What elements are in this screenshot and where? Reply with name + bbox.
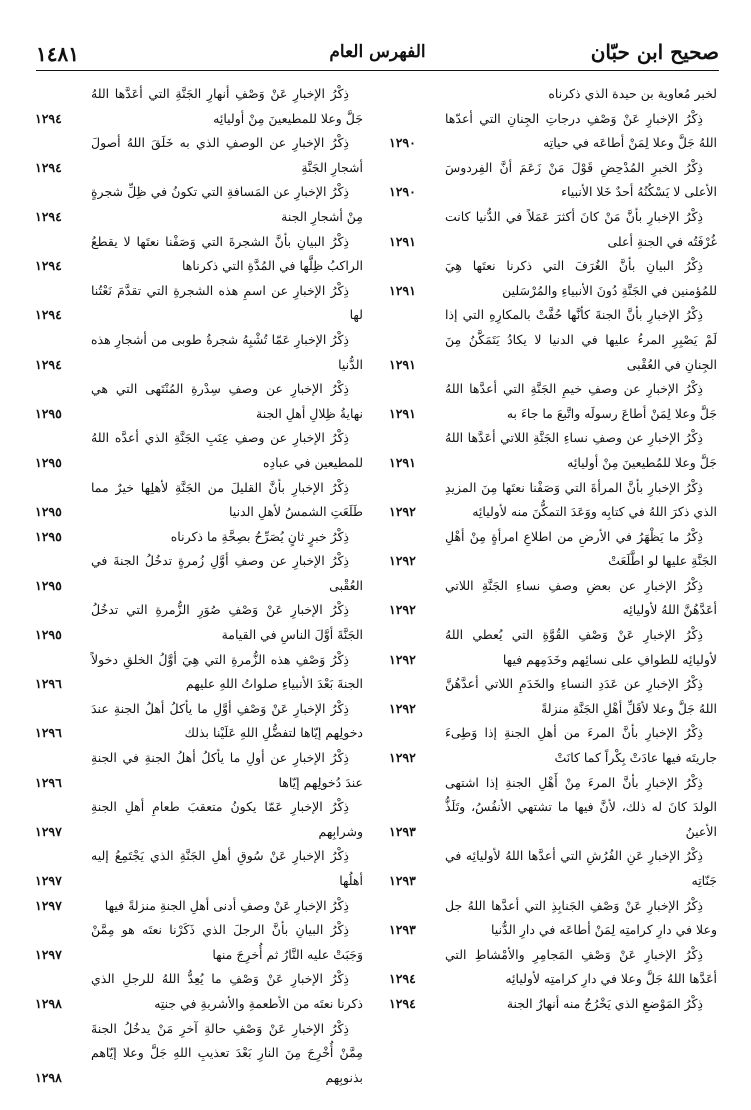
entry-title: ذِكْرُ الإخبارِ عَنْ وَصْفِ الجَنابِذِ التي أعدَّها اللهُ جل وعلا في دارِ كرامتِه لِمَنْ أطاعَه في دارِ الدُّنيا bbox=[445, 897, 717, 938]
entry-page-number: ١٢٩٤ bbox=[389, 971, 416, 987]
page-number: ١٤٨١ bbox=[36, 42, 79, 66]
entry-page-number: ١٢٩٥ bbox=[35, 577, 62, 593]
entry-page-number: ١٢٩٤ bbox=[389, 995, 416, 1011]
entry-title: ذِكْرُ الإخبارِ عَنْ وَصْفِ ما يُعِدُّ اللهُ للرجلِ الذي ذكرنا نعتَه من الأطعمةِ والأشربةِ في جنتِه bbox=[91, 971, 363, 1011]
index-entry bbox=[35, 549, 365, 598]
index-entry bbox=[389, 844, 719, 893]
index-entry bbox=[389, 672, 719, 721]
index-entry bbox=[389, 894, 719, 943]
entry-page-number: ١٢٩٧ bbox=[35, 823, 62, 839]
entry-title: ذِكْرُ الإخبارِ بأنَّ مَنْ كانَ أكثرَ عَمَلاً في الدُّنيا كانت غُرْفَتُه في الجنةِ أعلى bbox=[445, 208, 717, 249]
index-entry bbox=[35, 648, 365, 697]
index-entry bbox=[35, 598, 365, 647]
index-entry bbox=[389, 205, 719, 254]
entry-title: ذِكْرُ ما يَظْهَرُ في الأرضِ من اطلاعِ امرأةٍ مِنْ أهْلِ الجَنَّةِ عليها لو اطَّلَعَتْ bbox=[445, 528, 717, 569]
index-entry bbox=[389, 574, 719, 623]
index-entry bbox=[35, 328, 365, 377]
entry-title: ذِكْرُ الإخبارِ بأنَّ القليلَ من الجَنَّةِ لأهلِها خيرٌ مما طَلَعَتِ الشمسُ لأهلِ الدنيا bbox=[91, 479, 363, 520]
header-divider bbox=[36, 70, 719, 71]
entry-title: ذِكْرُ الإخبارِ عن الوصفِ الذي به خَلَقَ اللهُ أصولَ أشجارِ الجَنَّةِ bbox=[91, 135, 363, 175]
entry-page-number: ١٢٩١ bbox=[389, 454, 416, 470]
entry-title: ذِكْرُ الإخبارِ عَمّا يكونُ متعقبَ طعامِ أهلِ الجنةِ وشرابِهم bbox=[91, 799, 363, 839]
entry-title: ذِكْرُ المَوْضعِ الذي يَخْرُجُ منه أنهارُ الجنة bbox=[506, 995, 703, 1011]
index-entry bbox=[389, 107, 719, 156]
index-entry bbox=[389, 303, 719, 377]
index-entry bbox=[389, 426, 719, 475]
book-title: صحيح ابن حبّان bbox=[590, 40, 719, 64]
entry-page-number: ١٢٩٣ bbox=[389, 873, 416, 888]
entry-page-number: ١٢٩٧ bbox=[35, 873, 62, 888]
entry-page-number: ١٢٩٨ bbox=[35, 1069, 62, 1085]
entry-page-number: ١٢٩٥ bbox=[35, 528, 62, 544]
index-entry bbox=[389, 377, 719, 426]
index-entry bbox=[35, 476, 365, 525]
entry-title: ذِكْرُ الإخبارِ بأنَّ المرءَ مِنْ أَهْلِ الجنةِ إذا اشتهى الولدَ كانَ له ذلك، لأنَّ فيها ما تشتهي الأنفُسُ، وتَلَذُّ الأعينُ bbox=[445, 774, 717, 839]
index-entry bbox=[389, 525, 719, 574]
entry-page-number: ١٢٩٠ bbox=[389, 184, 416, 200]
entry-title: ذِكْرُ الإخبارِ عَنْ وصفِ أدنى أهلِ الجنةِ منزلةً فيها bbox=[104, 897, 349, 913]
entry-title: لخبر مُعاوية بن حيدة الذي ذكرناه bbox=[548, 86, 717, 101]
index-entry bbox=[389, 476, 719, 525]
index-entry bbox=[389, 992, 719, 1017]
entry-page-number: ١٢٩٤ bbox=[35, 307, 62, 323]
index-entry bbox=[35, 697, 365, 746]
entry-title: ذِكْرُ الإخبارِ عن وصفِ عِنَبِ الجَنَّةِ الذي أعدَّه اللهُ للمطيعين في عبادِه bbox=[91, 430, 363, 470]
entry-page-number: ١٢٩٥ bbox=[35, 454, 62, 470]
index-entry bbox=[35, 131, 365, 180]
entry-title: ذِكْرُ الإخبارِ بأنَّ المرأةَ التي وَصَفْنا نعتَها مِنَ المزيدِ الذي ذكرَ اللهُ في كتابِه ووَعَدَ التمكُّنَ منه لأوليائِه bbox=[445, 479, 717, 520]
entry-title: ذِكْرُ البيانِ بأنَّ الشجرةَ التي وَصَفْنا نعتَها لا يقطعُ الراكبُ ظِلَّها في المُدَّةِ التي ذكرناها bbox=[91, 233, 363, 274]
index-entry bbox=[35, 746, 365, 795]
index-entry bbox=[35, 180, 365, 229]
entry-page-number: ١٢٩٤ bbox=[35, 356, 62, 372]
entry-page-number: ١٢٩٤ bbox=[35, 159, 62, 175]
entry-title: ذِكْرُ الإخبارِ بأنَّ المرءَ من أهلِ الجنةِ إذا وَطِىءَ جاريتَه فيها عادَتْ بِكْراً كما كانَتْ bbox=[445, 725, 717, 766]
index-entry bbox=[35, 82, 365, 131]
entry-title: ذِكْرُ الإخبارِ عَنْ سُوقِ أهلِ الجَنَّةِ الذي يَجْتَمِعُ إليه أهلُها bbox=[91, 848, 363, 888]
entry-page-number: ١٢٩٠ bbox=[389, 135, 416, 151]
index-entry bbox=[35, 1017, 365, 1091]
entry-title: ذِكْرُ الإخبارِ عن اسمِ هذه الشجرةِ التي تقدَّمَ نَعْتُنا لها bbox=[91, 282, 363, 323]
index-entry bbox=[35, 844, 365, 893]
entry-title: ذِكْرُ الإخبارِ عن أولِ ما يأكلُ أهلُ الجنةِ في الجنةِ عندَ دُخولِهم إيّاها bbox=[91, 750, 363, 790]
entry-title: ذِكْرُ الإخبارِ بأنَّ الجنةَ كأنَّها حُفَّتْ بالمكارِهِ التي إذا لَمْ يَصْبِرِ المرءُ عليها في الدنيا لا يكادُ يَتَمَكَّنُ مِنَ الجِنانِ في العُقْبى bbox=[445, 307, 717, 372]
index-entry bbox=[35, 230, 365, 279]
entry-page-number: ١٢٩٧ bbox=[35, 897, 62, 913]
entry-title: ذِكْرُ الإخبارِ عَنْ وَصْفِ أوَّلِ ما يأكلُ أهلُ الجنةِ عندَ دخولِهم إيّاها لتفضُّلِ اللهِ عَلَيْنا بذلك bbox=[91, 700, 363, 741]
entry-page-number: ١٢٩٤ bbox=[35, 110, 62, 126]
entry-page-number: ١٢٩٦ bbox=[35, 725, 62, 741]
entry-page-number: ١٢٩٢ bbox=[389, 651, 416, 667]
index-entry bbox=[389, 254, 719, 303]
index-entry bbox=[35, 894, 365, 919]
entry-title: ذِكْرُ الإخبارِ عن وصفِ خيمِ الجَنَّةِ التي أعدَّها اللهُ جَلَّ وعلا لِمَنْ أطاعَ رسولَه واتَّبعَ ما جاءَ به bbox=[445, 381, 717, 421]
section-title: الفهرس العام bbox=[329, 42, 426, 62]
entry-page-number: ١٢٩٤ bbox=[35, 258, 62, 274]
page-header bbox=[36, 36, 719, 70]
entry-page-number: ١٢٩١ bbox=[389, 282, 416, 298]
entry-page-number: ١٢٩٢ bbox=[389, 504, 416, 520]
index-column-left bbox=[35, 82, 365, 1090]
index-entry bbox=[35, 525, 365, 550]
entry-page-number: ١٢٩٣ bbox=[389, 922, 416, 938]
entry-title: ذِكْرُ وَصْفِ هذه الزُّمرةِ التي هِيَ أوَّلُ الخلقِ دخولاً الجنةَ بَعْدَ الأنبياءِ صلواتُ اللهِ عليهم bbox=[91, 651, 363, 692]
entry-page-number: ١٢٩٥ bbox=[35, 504, 62, 520]
entry-title: ذِكْرُ الإخبارِ عَنْ وَصْفِ القُوَّةِ التي يُعطي اللهُ لأوليائِه للطوافِ على نسائِهم وخَدَمِهم فيها bbox=[445, 627, 717, 667]
entry-title: ذِكْرُ الإخبارِ عَنْ وَصْفِ درجاتِ الجِنانِ التي أعدّها اللهُ جَلَّ وعلا لِمَنْ أطاعَه في حياتِه bbox=[445, 110, 717, 151]
entry-title: ذِكْرُ الإخبارِ عَنْ وَصْفِ حالةِ آخرِ مَنْ يدخُلُ الجنةَ مِمَّنْ أُخْرِجَ مِنَ النارِ بَعْدَ تعذيبِ اللهِ جَلَّ وعلا إيّاهم بذنوبِهم bbox=[91, 1020, 363, 1085]
entry-title: ذِكْرُ الإخبارِ عَنْ وَصْفِ المَجامِرِ والأمْشاطِ التي أعَدَّها اللهُ جَلَّ وعلا في دارِ كرامتِه لأوليائِه bbox=[445, 946, 717, 987]
entry-page-number: ١٢٩٥ bbox=[35, 405, 62, 421]
entry-title: ذِكْرُ البيانِ بأنَّ الرجلَ الذي ذَكَرْنا نعتَه هو مِمَّنْ وَجَبَتْ عليه النَّارُ ثم أُخرِجَ منها bbox=[91, 922, 363, 962]
entry-title: ذِكْرُ الإخبارِ عَنْ وَصْفِ أنهارِ الجَنَّةِ التي أعَدَّها اللهُ جَلَّ وعلا للمطيعينَ مِنْ أوليائِه bbox=[91, 86, 363, 126]
entry-page-number: ١٢٩٨ bbox=[35, 995, 62, 1011]
entry-title: ذِكْرُ الخبرِ المُدْحِضِ قَوْلَ مَنْ زَعَمَ أنَّ الفِردوسَ الأعلى لا يَسْكُنُهُ أحدٌ خَلا الأنبياء bbox=[445, 159, 717, 200]
entry-title: ذِكْرُ الإخبارِ عن عَدَدِ النساءِ والخَدَمِ اللاتي أعدَّهُنَّ اللهُ جَلَّ وعلا لأقَلِّ أهْلِ الجَنَّةِ منزلةً bbox=[445, 676, 717, 716]
entry-title: ذِكْرُ الإخبارِ عن بعضِ وصفِ نساءِ الجَنَّةِ اللاتي أعَدَّهُنَّ اللهُ لأوليائِه bbox=[445, 577, 717, 618]
entry-page-number: ١٢٩١ bbox=[389, 233, 416, 249]
entry-page-number: ١٢٩٤ bbox=[35, 208, 62, 224]
entry-title: ذِكْرُ الإخبارِ عن وصفِ سِدْرةِ المُنْتَهى التي هي نهايةُ ظِلالِ أهلِ الجنة bbox=[91, 381, 363, 421]
entry-page-number: ١٢٩٣ bbox=[389, 823, 416, 839]
index-entry bbox=[389, 623, 719, 672]
entry-title: ذِكْرُ البيانِ بأنَّ الغُرَفَ التي ذكرنا نعتَها هِيَ للمُؤمنين في الجَنَّةِ دُونَ الأنبياءِ والمُرْسَلين bbox=[445, 258, 717, 298]
index-entry bbox=[389, 943, 719, 992]
index-entry bbox=[35, 377, 365, 426]
entry-page-number: ١٢٩٥ bbox=[35, 627, 62, 643]
index-entry bbox=[389, 82, 719, 107]
entry-page-number: ١٢٩٧ bbox=[35, 946, 62, 962]
index-entry bbox=[389, 771, 719, 845]
entry-page-number: ١٢٩٢ bbox=[389, 750, 416, 766]
entry-page-number: ١٢٩١ bbox=[389, 405, 416, 421]
index-entry bbox=[35, 967, 365, 1016]
index-entry bbox=[389, 721, 719, 770]
entry-page-number: ١٢٩٦ bbox=[35, 676, 62, 692]
entry-title: ذِكْرُ الإخبارِ عَنْ وَصْفِ صُوَرِ الزُّمرةِ التي تدخُلُ الجَنَّةَ أوَّلَ الناسِ في القيامة bbox=[91, 602, 363, 643]
index-entry bbox=[35, 279, 365, 328]
entry-page-number: ١٢٩٢ bbox=[389, 553, 416, 569]
entry-title: ذِكْرُ الإخبارِ عن وصفِ نساءِ الجَنَّةِ اللاتي أعَدَّها اللهُ جَلَّ وعلا للمُطيعينَ مِنْ أوليائِه bbox=[445, 430, 717, 470]
entry-title: ذِكْرُ الإخبارِ عن المَسافةِ التي تكونُ في ظِلِّ شجرةٍ مِنْ أشجارِ الجنة bbox=[91, 184, 363, 224]
entry-page-number: ١٢٩٢ bbox=[389, 700, 416, 716]
entry-title: ذِكْرُ الإخبارِ عَنِ الفُرُشِ التي أعدَّها اللهُ لأوليائِه في جَنّاتِه bbox=[445, 848, 717, 888]
entry-page-number: ١٢٩١ bbox=[389, 356, 416, 372]
entry-page-number: ١٢٩٢ bbox=[389, 602, 416, 618]
index-entry bbox=[35, 426, 365, 475]
index-entry bbox=[389, 156, 719, 205]
index-entry bbox=[35, 918, 365, 967]
entry-title: ذِكْرُ خبرٍ ثانٍ يُصَرِّحُ بصِحَّةِ ما ذكرناه bbox=[170, 528, 349, 544]
entry-page-number: ١٢٩٦ bbox=[35, 774, 62, 790]
entry-title: ذِكْرُ الإخبارِ عن وصفِ أوَّلِ زُمرةٍ تدخُلُ الجنةَ في العُقْبى bbox=[91, 553, 363, 593]
index-column-right bbox=[389, 82, 719, 1017]
index-entry bbox=[35, 795, 365, 844]
entry-title: ذِكْرُ الإخبارِ عَمّا تُشْبِهُ شجرةُ طوبى من أشجارِ هذه الدُّنيا bbox=[91, 331, 363, 372]
